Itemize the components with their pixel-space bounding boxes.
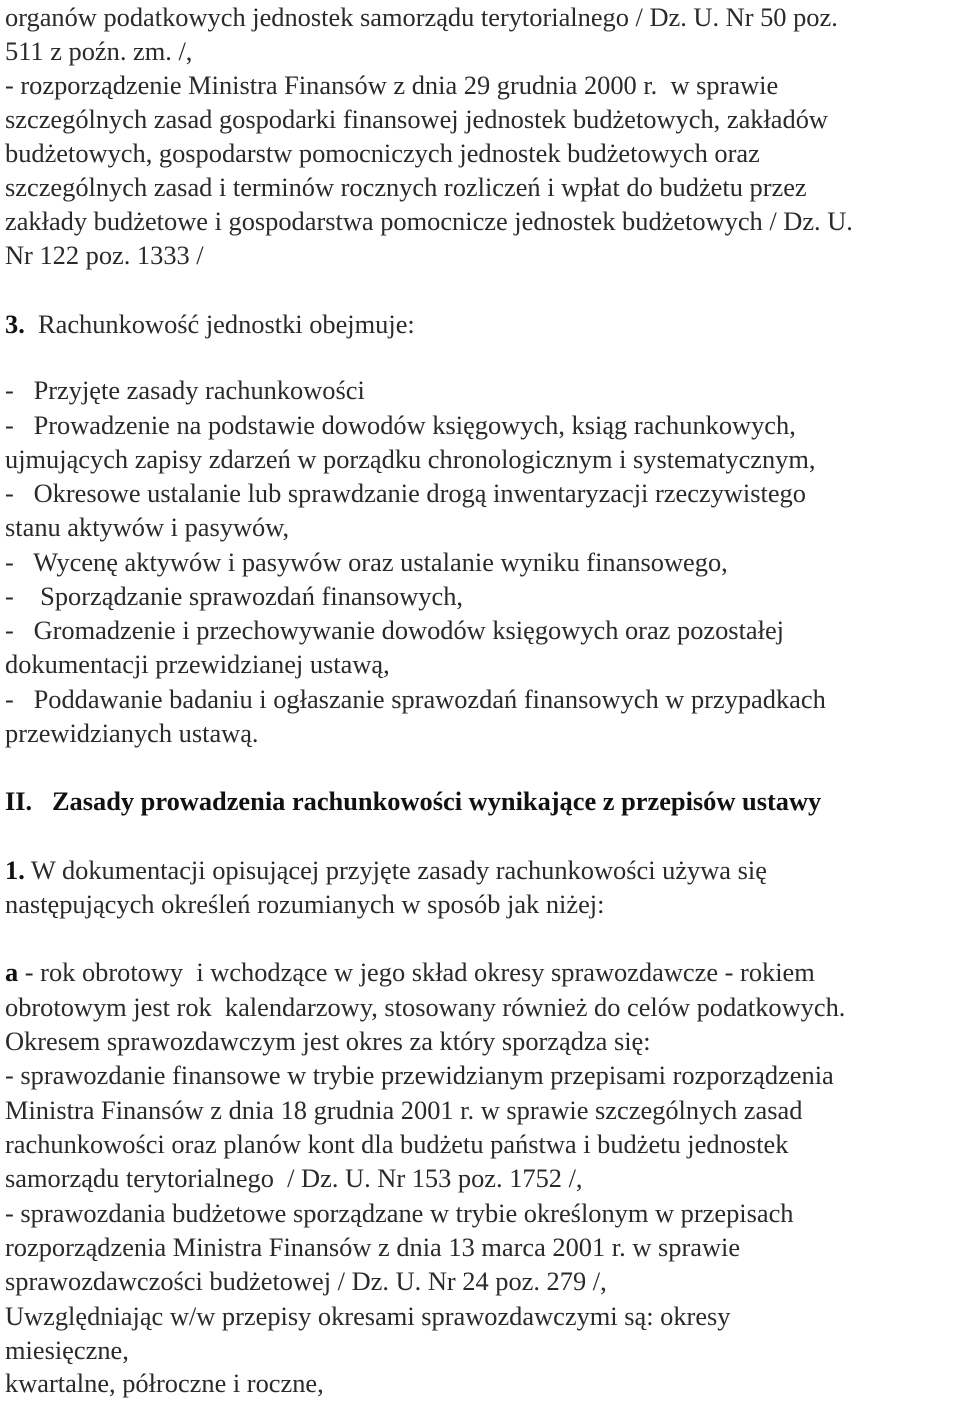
text-line: szczególnych zasad gospodarki finansowej jednostek budżetowych, zakładów [5,104,828,134]
text-line: Nr 122 poz. 1333 / [5,240,204,270]
text-line: miesięczne, [5,1335,129,1365]
list-item-continuation: ujmujących zapisy zdarzeń w porządku chronologicznym i systematycznym, [5,444,816,474]
text-line: Okresem sprawozdawczym jest okres za który sporządza się: [5,1026,651,1056]
list-item: - Poddawanie badaniu i ogłaszanie sprawozdań finansowych w przypadkach [5,684,826,714]
section-3-number: 3. [5,309,25,339]
point-a [5,955,815,989]
text-line: rachunkowości oraz planów kont dla budżetu państwa i budżetu jednostek [5,1129,789,1159]
list-item-continuation: dokumentacji przewidzianej ustawą, [5,649,390,679]
point-1-number: 1. [5,855,25,885]
text-line: Uwzględniając w/w przepisy okresami sprawozdawczymi są: okresy [5,1301,731,1331]
point-1 [5,853,767,887]
list-item-continuation: przewidzianych ustawą. [5,718,259,748]
text-line: obrotowym jest rok kalendarzowy, stosowany również do celów podatkowych. [5,992,846,1022]
point-a-letter: a [5,957,19,987]
list-item: - Okresowe ustalanie lub sprawdzanie drogą inwentaryzacji rzeczywistego [5,478,806,508]
list-item: - Wycenę aktywów i pasywów oraz ustalanie wyniku finansowego, [5,547,728,577]
list-item: - Prowadzenie na podstawie dowodów księgowych, ksiąg rachunkowych, [5,410,796,440]
section-II-heading [5,784,821,818]
text-line: budżetowych, gospodarstw pomocniczych jednostek budżetowych oraz [5,138,760,168]
list-item: - Przyjęte zasady rachunkowości [5,375,365,405]
list-item-continuation: stanu aktywów i pasywów, [5,512,290,542]
section-3-text: Rachunkowość jednostki obejmuje: [38,309,415,339]
section-3-heading [5,307,415,341]
point-1-text: W dokumentacji opisującej przyjęte zasady rachunkowości używa się [30,855,767,885]
text-line: sprawozdawczości budżetowej / Dz. U. Nr 24 poz. 279 /, [5,1266,607,1296]
section-II-number: II. [5,786,33,816]
text-line: zakłady budżetowe i gospodarstwa pomocnicze jednostek budżetowych / Dz. U. [5,206,853,236]
text-line: samorządu terytorialnego / Dz. U. Nr 153 poz. 1752 /, [5,1163,583,1193]
text-line: organów podatkowych jednostek samorządu terytorialnego / Dz. U. Nr 50 poz. [5,2,838,32]
text-line: Ministra Finansów z dnia 18 grudnia 2001 r. w sprawie szczególnych zasad [5,1095,803,1125]
section-II-title: Zasady prowadzenia rachunkowości wynikające z przepisów ustawy [51,786,822,816]
text-line: - rozporządzenie Ministra Finansów z dnia 29 grudnia 2000 r. w sprawie [5,70,779,100]
list-item: - Gromadzenie i przechowywanie dowodów księgowych oraz pozostałej [5,615,784,645]
text-line: 511 z poźn. zm. /, [5,36,193,66]
point-a-text: - rok obrotowy i wchodzące w jego skład okresy sprawozdawcze - rokiem [18,957,815,987]
text-line: następujących określeń rozumianych w sposób jak niżej: [5,889,605,919]
text-line: kwartalne, półroczne i roczne, [5,1368,324,1398]
text-line: - sprawozdania budżetowe sporządzane w trybie określonym w przepisach [5,1198,794,1228]
text-line: - sprawozdanie finansowe w trybie przewidzianym przepisami rozporządzenia [5,1060,834,1090]
text-line: rozporządzenia Ministra Finansów z dnia 13 marca 2001 r. w sprawie [5,1232,741,1262]
list-item: - Sporządzanie sprawozdań finansowych, [5,581,464,611]
text-line: szczególnych zasad i terminów rocznych rozliczeń i wpłat do budżetu przez [5,172,807,202]
